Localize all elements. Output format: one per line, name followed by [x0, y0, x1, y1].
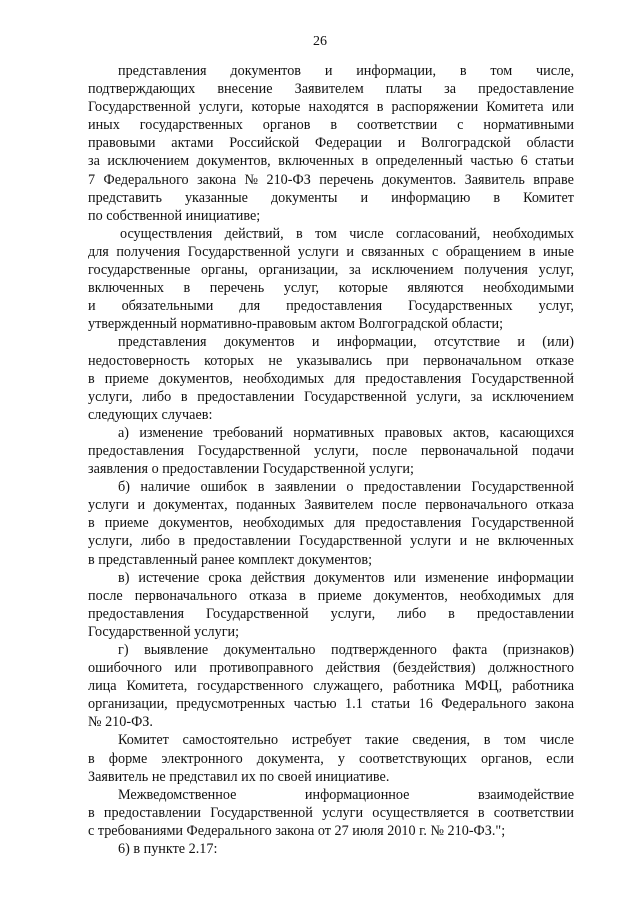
text-line: по собственной инициативе;	[88, 207, 261, 224]
text-line: лица Комитета, государственного служащего, работника МФЦ, работника	[88, 678, 574, 695]
text-line: для получения Государственной услуги и связанных с обращением в иные	[88, 243, 574, 260]
text-line: после первоначального отказа в приеме документов, необходимых для	[88, 587, 574, 604]
text-line: в приеме документов, необходимых для предоставления Государственной	[88, 515, 574, 532]
text-line: Комитет самостоятельно истребует такие сведения, в том числе	[118, 732, 574, 749]
text-line: предоставления Государственной услуги, после первоначальной подачи	[88, 442, 574, 459]
text-line: недостоверность которых не указывались при первоначальном отказе	[88, 352, 574, 369]
text-line: осуществления действий, в том числе согласований, необходимых	[120, 225, 574, 242]
text-line: включенных в перечень услуг, которые являются необходимыми	[88, 280, 574, 297]
text-line: Государственной услуги;	[88, 623, 240, 640]
text-line: в представленный ранее комплект документов;	[88, 551, 373, 568]
text-line: в предоставлении Государственной услуги осуществляется в соответствии	[88, 804, 574, 821]
text-line: правовыми актами Российской Федерации и Волгоградской области	[88, 135, 574, 152]
text-line: за исключением документов, включенных в определенный частью 6 статьи	[88, 153, 574, 170]
text-line: подтверждающих внесение Заявителем платы за предоставление	[88, 81, 574, 98]
text-line: ошибочного или противоправного действия (бездействия) должностного	[88, 660, 574, 677]
text-line: г) выявление документально подтвержденного факта (признаков)	[118, 642, 574, 658]
text-line: № 210-ФЗ.	[88, 714, 153, 731]
text-line: Заявитель не представил их по своей инициативе.	[88, 768, 390, 785]
text-line: с требованиями Федерального закона от 27 июля 2010 г. № 210-ФЗ.";	[88, 822, 506, 839]
text-line: утвержденный нормативно-правовым актом Волгоградской области;	[88, 316, 504, 333]
text-line: иных государственных органов в соответствии с нормативными	[88, 117, 574, 134]
text-line: представления документов и информации, в том числе,	[118, 63, 574, 79]
text-line: следующих случаев:	[88, 406, 213, 423]
text-line: Межведомственное информационное взаимодействие	[118, 786, 574, 803]
text-line: 7 Федерального закона № 210-ФЗ перечень документов. Заявитель вправе	[88, 171, 574, 188]
text-line: 6) в пункте 2.17:	[118, 841, 218, 858]
text-line: а) изменение требований нормативных правовых актов, касающихся	[118, 424, 574, 441]
text-line: и обязательными для предоставления Государственных услуг,	[88, 298, 574, 315]
page-number: 26	[313, 34, 327, 49]
text-line: услуги, либо в предоставлении Государственной услуги и не включенных	[88, 533, 574, 550]
text-line: организации, предусмотренных частью 1.1 статьи 16 Федерального закона	[88, 696, 574, 713]
text-line: услуги, либо в предоставлении Государственной услуги, за исключением	[88, 388, 574, 405]
text-line: б) наличие ошибок в заявлении о предоставлении Государственной	[118, 479, 574, 496]
document-body	[88, 62, 574, 858]
text-line: представления документов и информации, отсутствие и (или)	[118, 334, 574, 351]
text-line: предоставления Государственной услуги, либо в предоставлении	[88, 605, 574, 622]
text-line: услуги и документах, поданных Заявителем после первоначального отказа	[88, 497, 574, 514]
text-line: представить указанные документы и информацию в Комитет	[88, 189, 574, 206]
text-line: в) истечение срока действия документов или изменение информации	[118, 569, 574, 586]
text-line: заявления о предоставлении Государственной услуги;	[88, 461, 414, 478]
text-line: в форме электронного документа, у соответствующих органов, если	[88, 750, 574, 767]
text-line: государственные органы, организации, за исключением получения услуг,	[88, 262, 574, 279]
text-line: Государственной услуги, которые находятся в распоряжении Комитета или	[88, 99, 574, 116]
text-line: в приеме документов, необходимых для предоставления Государственной	[88, 370, 574, 387]
